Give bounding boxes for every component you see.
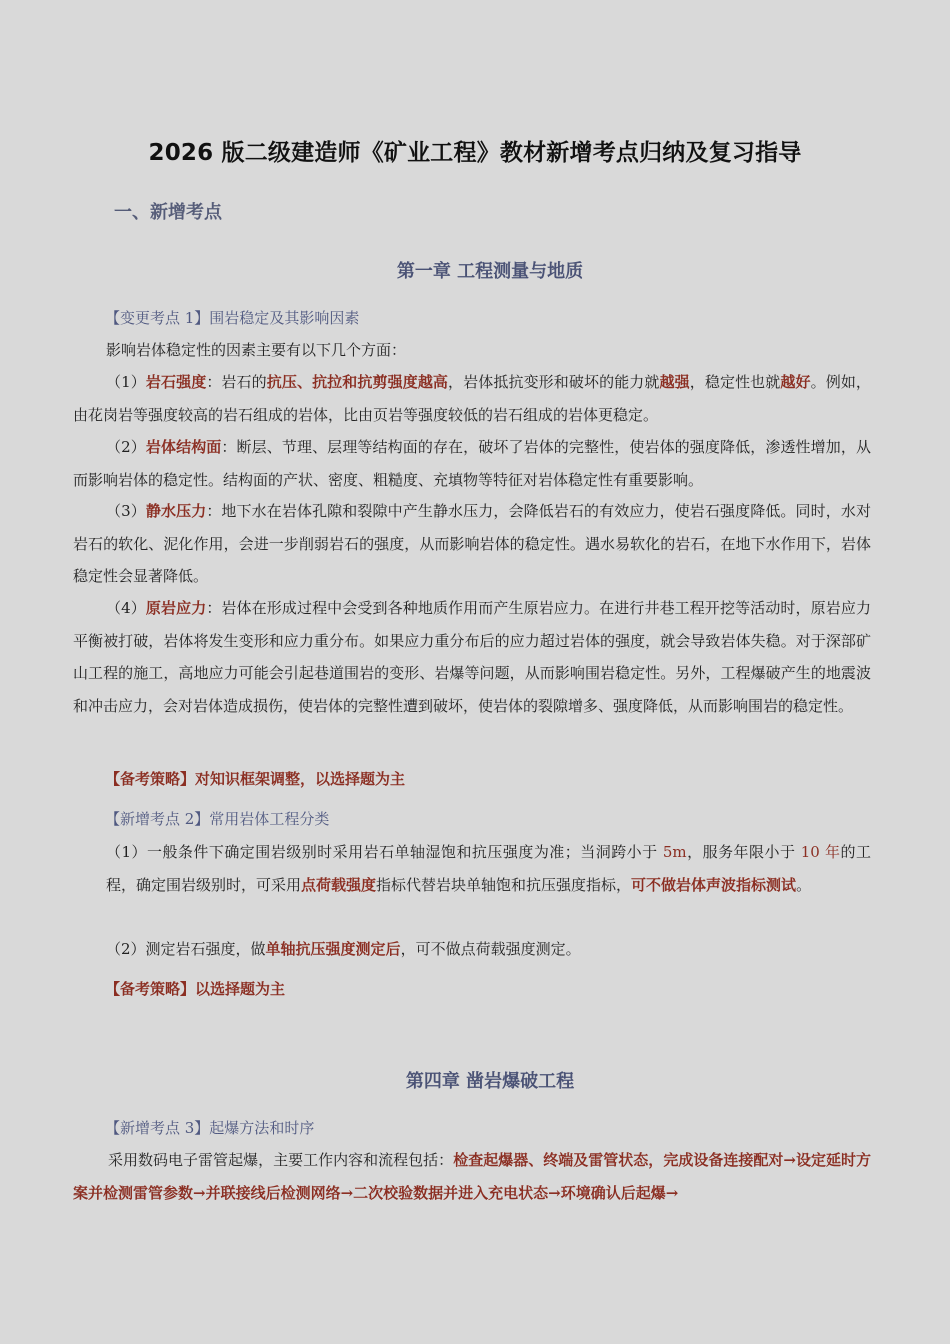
highlight-text: 单轴抗压强度测定后 (265, 940, 401, 958)
item-prefix: （3） (106, 502, 146, 520)
text-run: 。例如，由花岗岩等强度较高的岩石组成的岩体，比由页岩等强度较低的岩石组成的岩体更稳定。 (73, 373, 871, 424)
text-run: ，服务年限小于 (686, 843, 801, 861)
highlight-text: 越好 (780, 373, 811, 391)
text-run: （1）一般条件下确定围岩级别时采用岩石单轴湿饱和抗压强度为准；当洞跨小于 (106, 843, 663, 861)
text-run: 采用数码电子雷管起爆，主要工作内容和流程包括： (108, 1151, 454, 1169)
exam-point-heading: 【新增考点 2】常用岩体工程分类 (105, 810, 330, 828)
key-term: 岩石强度 (145, 373, 207, 391)
text-run: ，稳定性也就 (689, 373, 781, 391)
highlight-text: 可不做岩体声波指标测试 (631, 875, 797, 894)
text-run: （2）测定岩石强度，做 (106, 940, 266, 958)
document-title: 2026 版二级建造师《矿业工程》教材新增考点归纳及复习指导 (148, 140, 802, 166)
highlight-text: 10 年 (800, 843, 841, 861)
text-run: 的工程，确定围岩级别时，可采用 (106, 843, 871, 894)
item-prefix: （1） (106, 373, 146, 391)
highlight-text: 5m (662, 843, 687, 861)
text-run: ：岩石的 (206, 373, 267, 391)
exam-point-heading: 【新增考点 3】起爆方法和时序 (105, 1119, 315, 1137)
highlight-text: 越强 (659, 373, 690, 391)
study-strategy: 【备考策略】以选择题为主 (105, 980, 286, 998)
paragraph-hydrostatic-pressure (73, 495, 871, 593)
paragraph-classification-2 (106, 933, 871, 966)
paragraph-rock-strength (73, 366, 871, 431)
text-run: ，岩体抵抗变形和破坏的能力就 (448, 373, 660, 391)
highlight-text: 点荷载强度 (301, 875, 377, 894)
text-run: ：岩体在形成过程中会受到各种地质作用而产生原岩应力。在进行井巷工程开挖等活动时，原岩应力平衡被打破，岩体将发生变形和应力重分布。如果应力重分布后的应力超过岩体的强度，就会导致岩体失稳。对于深部矿山工程的施工，高地应力可能会引起巷道围岩的变形、岩爆等问题，从而影响围岩稳定性。另外，工程爆破产生的地震波和冲击应力，会对岩体造成损伤，使岩体的完整性遭到破坏，使岩体的裂隙增多、强度降低，从而影响围岩的稳定性。 (73, 599, 871, 715)
text-run: ：断层、节理、层理等结构面的存在，破坏了岩体的完整性，使岩体的强度降低，渗透性增加，从而影响岩体的稳定性。结构面的产状、密度、粗糙度、充填物等特征对岩体稳定性有重要影响。 (73, 438, 871, 489)
highlight-text: 检查起爆器、终端及雷管状态，完成设备连接配对→设定延时方案并检测雷管参数→并联接线后检测网络→二次校验数据并进入充电状态→环境确认后起爆→ (73, 1151, 871, 1202)
highlight-text: 抗压、抗拉和抗剪强度越高 (266, 373, 449, 391)
key-term: 静水压力 (145, 502, 207, 520)
key-term: 岩体结构面 (145, 438, 222, 456)
item-prefix: （4） (106, 599, 146, 617)
chapter-heading: 第四章 凿岩爆破工程 (405, 1071, 575, 1092)
paragraph-in-situ-stress (73, 592, 871, 722)
study-strategy: 【备考策略】对知识框架调整，以选择题为主 (105, 770, 406, 788)
paragraph-detonation-process (73, 1144, 871, 1209)
exam-point-heading: 【变更考点 1】围岩稳定及其影响因素 (105, 309, 360, 327)
paragraph-intro: 影响岩体稳定性的因素主要有以下几个方面： (106, 341, 407, 359)
key-term: 原岩应力 (145, 599, 207, 617)
paragraph-structural-plane (73, 431, 871, 496)
text-run: 。 (796, 875, 812, 894)
paragraph-classification-1 (106, 836, 871, 901)
chapter-heading: 第一章 工程测量与地质 (396, 261, 584, 282)
text-run: ：地下水在岩体孔隙和裂隙中产生静水压力，会降低岩石的有效应力，使岩石强度降低。同时，水对岩石的软化、泥化作用，会进一步削弱岩石的强度，从而影响岩体的稳定性。遇水易软化的岩石，在地下水作用下，岩体稳定性会显著降低。 (73, 502, 871, 585)
item-prefix: （2） (106, 438, 146, 456)
text-run: 指标代替岩块单轴饱和抗压强度指标， (376, 875, 632, 894)
text-run: ，可不做点荷载强度测定。 (400, 940, 581, 958)
section-heading: 一、新增考点 (114, 202, 222, 223)
